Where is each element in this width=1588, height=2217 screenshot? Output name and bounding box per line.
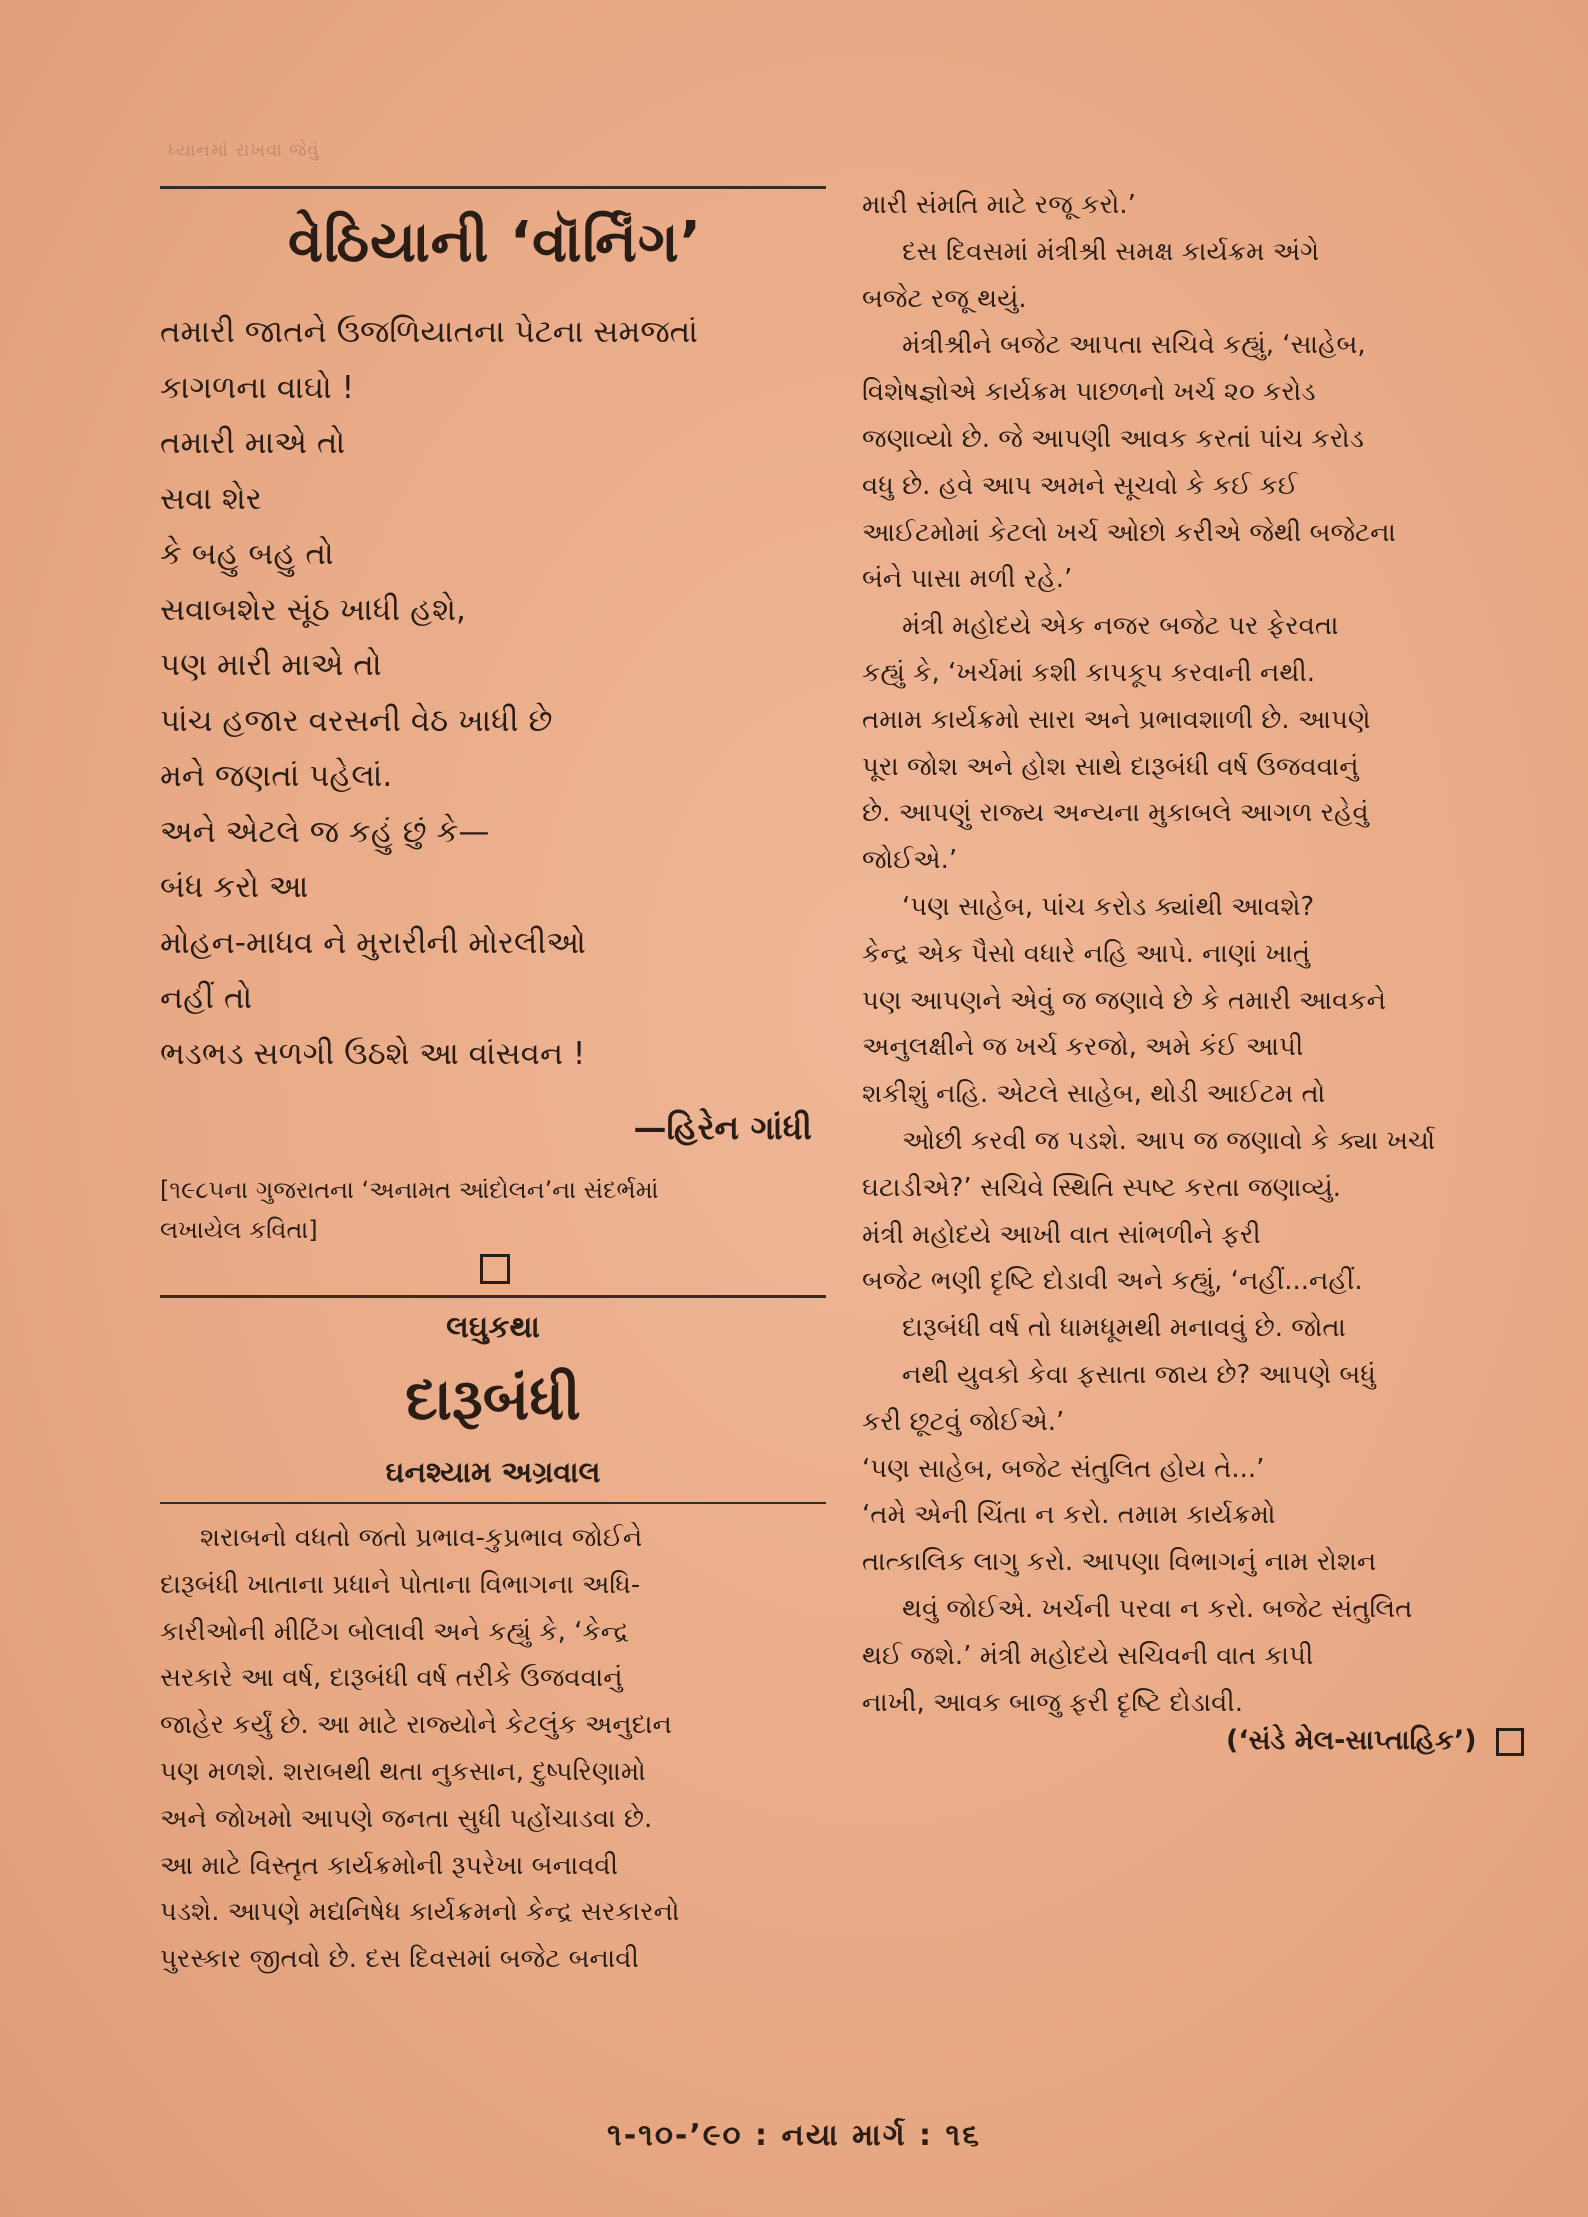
story-left-column <box>160 1515 826 1983</box>
poem-line: કાગળના વાઘો ! <box>160 369 355 406</box>
story-line: થઈ જશે.’ મંત્રી મહોદયે સચિવની વાત કાપી <box>862 1640 1314 1671</box>
top-rule <box>160 186 826 189</box>
story-kicker: લઘુકથા <box>446 1310 540 1345</box>
story-line: થવું જોઈએ. ખર્ચની પરવા ન કરો. બજેટ સંતુલિત <box>902 1593 1413 1624</box>
story-line: શકીશું નહિ. એટલે સાહેબ, થોડી આઈટમ તો <box>862 1079 1326 1110</box>
story-line: વધુ છે. હવે આપ અમને સૂચવો કે કઈ કઈ <box>862 470 1298 501</box>
poem-line: નહીં તો <box>160 980 253 1016</box>
story-line: તાત્કાલિક લાગુ કરો. આપણા વિભાગનું નામ રોશન <box>862 1547 1377 1578</box>
story-line: પણ મળશે. શરાબથી થતા નુકસાન, દુષ્પરિણામો <box>160 1756 646 1787</box>
poem-line: અને એટલે જ કહું છું કે— <box>160 813 490 850</box>
section-rule <box>160 1295 826 1298</box>
story-line: બજેટ રજૂ થયું. <box>862 283 1027 314</box>
story-line: પુરસ્કાર જીતવો છે. દસ દિવસમાં બજેટ બનાવી <box>160 1944 639 1975</box>
story-line: અનુલક્ષીને જ ખર્ચ કરજો, અમે કંઈ આપી <box>862 1032 1304 1063</box>
poem-note <box>160 1170 820 1250</box>
poem-line: મોહન-માધવ ને મુરારીની મોરલીઓ <box>160 924 586 961</box>
poem-line: સવાબશેર સૂંઠ ખાધી હશે, <box>160 591 466 628</box>
story-line: પૂરા જોશ અને હોશ સાથે દારૂબંધી વર્ષ ઉજવવાનું <box>862 751 1359 782</box>
poem-line: પાંચ હજાર વરસની વેઠ ખાધી છે <box>160 702 553 739</box>
story-line: બજેટ ભણી દૃષ્ટિ દોડાવી અને કહ્યું, ‘નહીં...નહીં. <box>862 1266 1363 1297</box>
story-line: શરાબનો વધતો જતો પ્રભાવ-કુપ્રભાવ જોઈને <box>200 1523 643 1553</box>
story-source-row <box>862 1718 1524 1764</box>
story-line: પણ આપણને એવું જ જણાવે છે કે તમારી આવકને <box>862 985 1387 1016</box>
story-line: દારૂબંધી ખાતાના પ્રધાને પોતાના વિભાગના અધિ- <box>160 1569 641 1600</box>
poem-note-line: લખાયેલ કવિતા] <box>160 1216 318 1244</box>
story-line: પડશે. આપણે મદ્યનિષેધ કાર્યક્રમનો કેન્દ્ર સરકારનો <box>160 1897 680 1928</box>
story-line: ‘તમે એની ચિંતા ન કરો. તમામ કાર્યક્રમો <box>862 1500 1276 1531</box>
story-line: છે. આપણું રાજ્ય અન્યના મુકાબલે આગળ રહેવું <box>862 798 1369 829</box>
story-line: કહ્યું કે, ‘ખર્ચમાં કશી કાપકૂપ કરવાની નથી. <box>862 657 1316 688</box>
story-line: મારી સંમતિ માટે રજૂ કરો.’ <box>862 190 1136 220</box>
story-right-column <box>862 182 1524 1726</box>
story-source: (‘સંડે મેલ-સાપ્તાહિક’) <box>1226 1725 1477 1756</box>
story-line: જોઈએ.’ <box>862 845 958 876</box>
story-line: મંત્રી મહોદયે એક નજર બજેટ પર ફેરવતા <box>902 611 1339 642</box>
story-line: ‘પણ સાહેબ, બજેટ સંતુલિત હોય તે...’ <box>862 1453 1265 1484</box>
story-line: સરકારે આ વર્ષ, દારૂબંધી વર્ષ તરીકે ઉજવવાનું <box>160 1663 623 1694</box>
poem-line: મને જણતાં પહેલાં. <box>160 758 393 794</box>
poem-line: તમારી જાતને ઉજળિયાતના પેટના સમજતાં <box>160 314 698 350</box>
story-line: કરી છૂટવું જોઈએ.’ <box>862 1406 1065 1437</box>
author-rule <box>160 1502 826 1504</box>
story-line: કારીઓની મીટિંગ બોલાવી અને કહ્યું કે, ‘કેન્દ્ર <box>160 1616 630 1647</box>
story-line: જાહેર કર્યું છે. આ માટે રાજ્યોને કેટલુંક અનુદાન <box>160 1710 672 1741</box>
story-line: જણાવ્યો છે. જે આપણી આવક કરતાં પાંચ કરોડ <box>862 423 1364 454</box>
story-line: નથી યુવકો કેવા ફસાતા જાય છે? આપણે બધું <box>902 1359 1376 1390</box>
story-line: દસ દિવસમાં મંત્રીશ્રી સમક્ષ કાર્યક્રમ અંગે <box>902 236 1320 267</box>
poem-line: ભડભડ સળગી ઉઠશે આ વાંસવન ! <box>160 1035 586 1072</box>
poem-author: —હિરેન ગાંધી <box>633 1108 812 1147</box>
story-line: મંત્રી મહોદયે આખી વાત સાંભળીને ફરી <box>862 1219 1261 1250</box>
page-footer: ૧-૧૦-’૯૦ : નયા માર્ગ : ૧૬ <box>607 2118 981 2153</box>
story-line: ‘પણ સાહેબ, પાંચ કરોડ ક્યાંથી આવશે? <box>902 891 1315 922</box>
story-title: દારૂબંધી <box>405 1365 581 1433</box>
story-line: વિશેષજ્ઞોએ કાર્યક્રમ પાછળનો ખર્ચ ૨૦ કરોડ <box>862 377 1316 408</box>
story-line: ઘટાડીએ?’ સચિવે સ્થિતિ સ્પષ્ટ કરતા જણાવ્યું. <box>862 1172 1342 1203</box>
story-line: અને જોખમો આપણે જનતા સુધી પહોંચાડવા છે. <box>160 1803 653 1834</box>
story-line: કેન્દ્ર એક પૈસો વધારે નહિ આપે. નાણાં ખાતું <box>862 938 1311 969</box>
end-mark-square-icon <box>1496 1728 1524 1756</box>
story-line: ઓછી કરવી જ પડશે. આપ જ જણાવો કે ક્યા ખર્ચા <box>902 1125 1436 1156</box>
story-line: બંને પાસા મળી રહે.’ <box>862 564 1073 595</box>
story-line: મંત્રીશ્રીને બજેટ આપતા સચિવે કહ્યું, ‘સાહેબ, <box>902 330 1366 361</box>
poem-line: તમારી માએ તો <box>160 425 346 461</box>
story-author: ઘનશ્યામ અગ્રવાલ <box>385 1455 601 1489</box>
poem-line: બંધ કરો આ <box>160 869 309 905</box>
story-line: તમામ કાર્યક્રમો સારા અને પ્રભાવશાળી છે. આપણે <box>862 704 1371 735</box>
poem-body <box>160 305 820 1082</box>
poem-line: પણ મારી માએ તો <box>160 647 382 683</box>
poem-line: કે બહુ બહુ તો <box>160 536 334 572</box>
poem-note-line: [૧૯૮૫ના ગુજરાતના ‘અનામત આંદોલન’ના સંદર્ભમાં <box>160 1176 659 1204</box>
faint-header-text: ધ્યાનમાં રાખવા જેવું <box>168 140 320 161</box>
story-line: નાખી, આવક બાજુ ફરી દૃષ્ટિ દોડાવી. <box>862 1687 1244 1718</box>
poem-title: વેઠિયાની ‘વૉર્નિંગ’ <box>287 210 703 275</box>
end-mark-square-icon <box>480 1254 510 1284</box>
story-line: આઈટમોમાં કેટલો ખર્ચ ઓછો કરીએ જેથી બજેટના <box>862 517 1396 548</box>
story-line: આ માટે વિસ્તૃત કાર્યક્રમોની રૂપરેખા બનાવવી <box>160 1850 619 1881</box>
story-line: દારૂબંધી વર્ષ તો ધામધૂમથી મનાવવું છે. જોતા <box>902 1313 1346 1344</box>
poem-line: સવા શેર <box>160 480 262 517</box>
